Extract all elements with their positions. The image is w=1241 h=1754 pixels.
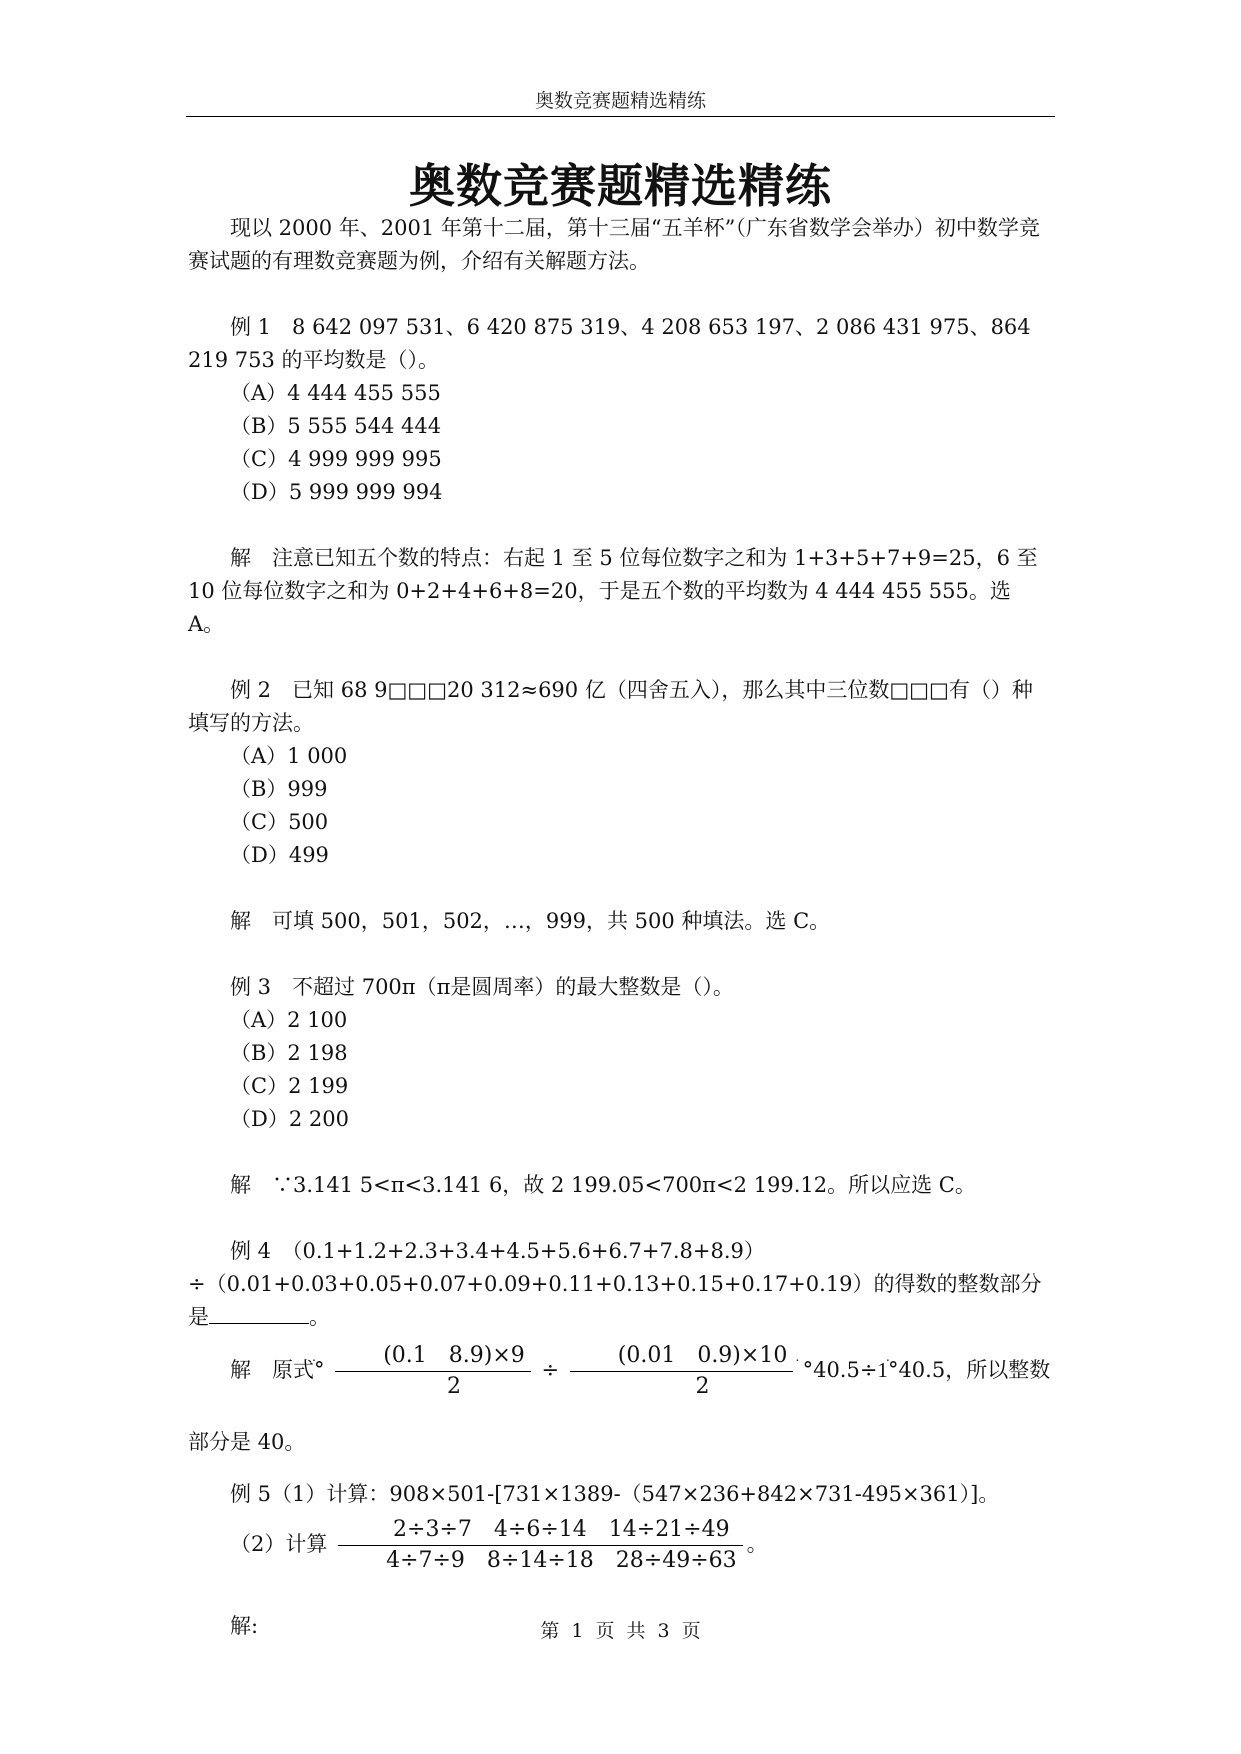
fraction-2-denominator: 2	[695, 1374, 710, 1399]
example-1-option-c: （C）4 999 999 995	[230, 447, 442, 471]
example-5-numerator: 2÷3÷7 4÷6÷14 14÷21÷49	[338, 1515, 743, 1546]
example-1-option-d: （D）5 999 999 994	[230, 480, 443, 504]
math-symbol: ׄ°	[802, 1358, 814, 1382]
example-5-fraction	[338, 1515, 743, 1576]
example-2-option-c: （C）500	[230, 810, 329, 834]
math-symbol: ׄ°	[314, 1358, 325, 1382]
footer-text: 页	[595, 1620, 615, 1642]
math-middle: 40.5÷1	[813, 1358, 888, 1382]
question-2-prefix: （2）计算	[230, 1532, 328, 1556]
example-3-option-b: （B）2 198	[230, 1041, 348, 1065]
header-rule	[186, 116, 1055, 117]
example-2-option-b: （B）999	[230, 777, 328, 801]
example-5-question-1: 例 5（1）计算：908×501-[731×1389-（547×236+842×731-495×361）]。	[230, 1482, 1000, 1506]
example-4-question-line1: 例 4 （0.1+1.2+2.3+3.4+4.5+5.6+6.7+7.8+8.9）	[230, 1239, 765, 1263]
document-body	[188, 212, 1053, 1643]
footer-page-number: 1	[571, 1620, 584, 1642]
running-header: 奥数竞赛题精选精练	[534, 90, 706, 112]
page-title: 奥数竞赛题精选精练	[409, 159, 832, 213]
example-1-question: 例 1 8 642 097 531、6 420 875 319、4 208 653 197、2 086 431 975、864 219 753 的平均数是（）。	[188, 315, 1031, 372]
question-2-suffix: 。	[746, 1532, 768, 1556]
solution-prefix: 解 原式	[230, 1358, 314, 1382]
example-5-question-2	[188, 1511, 1053, 1577]
division-sign: ÷	[541, 1358, 560, 1382]
footer-text: 第	[540, 1620, 560, 1642]
solution-suffix: ，所以整数部分是 40。	[188, 1358, 1051, 1454]
example-4-question-end: 。	[309, 1305, 330, 1329]
example-3-solution: 解 ∵3.141 5<π<3.141 6，故 2 199.05<700π<2 199.12。所以应选 C。	[230, 1173, 976, 1197]
answer-blank	[209, 1301, 309, 1324]
footer-total-pages: 3	[657, 1620, 670, 1642]
math-symbol: ׄ°	[887, 1358, 899, 1382]
example-4-question-line2	[188, 1268, 1053, 1334]
example-1-option-a: （A）4 444 455 555	[230, 381, 441, 405]
page-footer	[0, 1616, 1241, 1643]
footer-text: 共	[626, 1620, 646, 1642]
math-result: 40.5	[898, 1358, 946, 1382]
example-1-option-b: （B）5 555 544 444	[230, 414, 442, 438]
example-2-option-d: （D）499	[230, 843, 329, 867]
fraction-1	[335, 1341, 531, 1402]
fraction-2-numerator: (0.01 0.9)×10	[570, 1341, 794, 1372]
intro-paragraph: 现以 2000 年、2001 年第十二届，第十三届“五羊杯”（广东省数学会举办）初中数学竞赛试题的有理数竞赛题为例，介绍有关解题方法。	[188, 216, 1040, 273]
fraction-1-denominator: 2	[446, 1374, 461, 1399]
footer-text: 页	[681, 1620, 701, 1642]
fraction-2	[570, 1341, 794, 1402]
example-3-option-c: （C）2 199	[230, 1074, 349, 1098]
fraction-1-numerator: (0.1 8.9)×9	[335, 1341, 531, 1372]
example-2-option-a: （A）1 000	[230, 744, 348, 768]
example-4-solution	[188, 1334, 1053, 1478]
example-3-option-d: （D）2 200	[230, 1107, 349, 1131]
example-3-option-a: （A）2 100	[230, 1008, 348, 1032]
example-4-question-text: ÷（0.01+0.03+0.05+0.07+0.09+0.11+0.13+0.15+0.17+0.19）的得数的整数部分是	[188, 1272, 1042, 1329]
example-1-solution: 解 注意已知五个数的特点：右起 1 至 5 位每位数字之和为 1+3+5+7+9=25，6 至 10 位每位数字之和为 0+2+4+6+8=20，于是五个数的平均数为 4 444 455 555。选 A。	[188, 546, 1038, 636]
example-5-denominator: 4÷7÷9 8÷14÷18 28÷49÷63	[386, 1548, 737, 1573]
example-2-question: 例 2 已知 68 9□□□20 312≈690 亿（四舍五入），那么其中三位数□□□有（）种填写的方法。	[188, 678, 1033, 735]
example-2-solution: 解 可填 500，501，502，…，999，共 500 种填法。选 C。	[230, 909, 831, 933]
example-5-solution: 解:	[230, 1614, 259, 1638]
example-3-question: 例 3 不超过 700π（π是圆周率）的最大整数是（）。	[230, 975, 734, 999]
